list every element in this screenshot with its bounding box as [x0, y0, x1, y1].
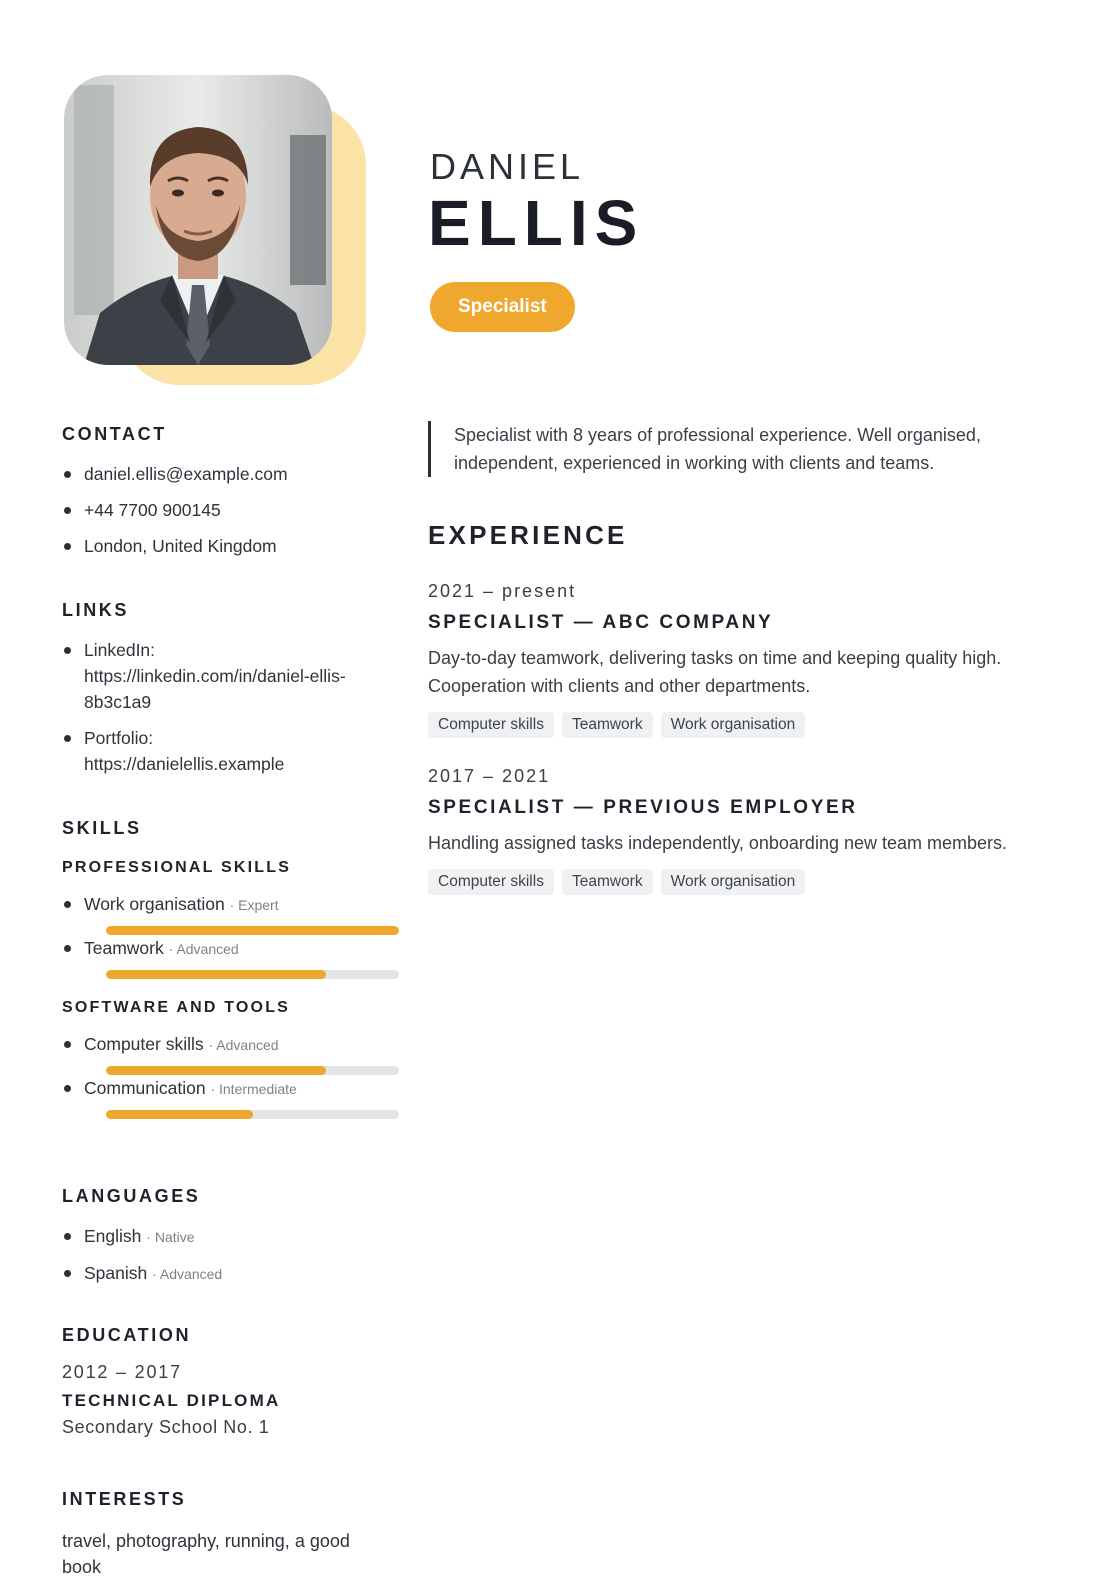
- education-title: EDUCATION: [62, 1325, 192, 1345]
- contact-section: [62, 424, 288, 569]
- skill-bar-fill: [106, 926, 399, 935]
- links-section: [62, 600, 392, 787]
- education-degree: TECHNICAL DIPLOMA: [62, 1391, 281, 1410]
- languages-title: LANGUAGES: [62, 1186, 201, 1206]
- contact-list: [62, 461, 288, 559]
- skill-item: [62, 935, 392, 979]
- last-name: ELLIS: [428, 187, 645, 259]
- skills-group-title: PROFESSIONAL SKILLS: [62, 859, 292, 876]
- link-label: Portfolio:: [84, 728, 154, 748]
- job-years: 2017 – 2021: [428, 766, 551, 786]
- job-years: 2021 – present: [428, 581, 577, 601]
- link-url[interactable]: https://linkedin.com/in/daniel-ellis-8b3c1a9: [84, 666, 346, 712]
- skill-tag: Work organisation: [661, 869, 806, 895]
- job-description: Day-to-day teamwork, delivering tasks on time and keeping quality high. Cooperation with clients and other departments.: [428, 648, 1002, 696]
- profile-summary: Specialist with 8 years of professional experience. Well organised, independent, experienced in working with clients and teams.: [428, 421, 1064, 477]
- links-list: [62, 637, 392, 777]
- education-school: Secondary School No. 1: [62, 1417, 270, 1437]
- skill-tag: Computer skills: [428, 712, 554, 738]
- skills-title: SKILLS: [62, 818, 142, 838]
- language-item: [62, 1223, 222, 1250]
- skill-bar-fill: [106, 970, 326, 979]
- skill-bar: [106, 926, 399, 935]
- education-years: 2012 – 2017: [62, 1362, 182, 1382]
- skill-name: Communication: [84, 1078, 206, 1098]
- job-entry: [428, 581, 1048, 738]
- contact-location: London, United Kingdom: [62, 533, 288, 559]
- experience-title: EXPERIENCE: [428, 520, 628, 550]
- skill-bar-fill: [106, 1066, 326, 1075]
- role-badge: Specialist: [430, 282, 575, 332]
- link-item[interactable]: [62, 725, 392, 777]
- skill-level: · Advanced: [168, 941, 239, 957]
- language-level: · Native: [146, 1229, 195, 1245]
- skill-tag: Work organisation: [661, 712, 806, 738]
- skill-name: Teamwork: [84, 938, 164, 958]
- interests-title: INTERESTS: [62, 1489, 187, 1509]
- contact-phone[interactable]: +44 7700 900145: [62, 497, 288, 523]
- link-item[interactable]: [62, 637, 392, 715]
- skill-tag: Computer skills: [428, 869, 554, 895]
- contact-title: CONTACT: [62, 424, 167, 444]
- languages-section: [62, 1186, 222, 1297]
- language-name: Spanish: [84, 1263, 148, 1283]
- link-label: LinkedIn:: [84, 640, 156, 660]
- job-description: Handling assigned tasks independently, onboarding new team members.: [428, 833, 1008, 853]
- skills-group-title: SOFTWARE AND TOOLS: [62, 999, 291, 1016]
- contact-email[interactable]: daniel.ellis@example.com: [62, 461, 288, 487]
- skill-bar: [106, 970, 399, 979]
- skill-tag: Teamwork: [562, 869, 653, 895]
- skills-list: [62, 891, 392, 979]
- job-role: SPECIALIST — ABC COMPANY: [428, 612, 774, 633]
- skill-name: Computer skills: [84, 1034, 204, 1054]
- link-url[interactable]: https://danielellis.example: [84, 754, 285, 774]
- job-tags: [428, 869, 1048, 895]
- skill-tag: Teamwork: [562, 712, 653, 738]
- skills-section: [62, 818, 392, 1119]
- profile-photo-block: [64, 75, 368, 387]
- job-role: SPECIALIST — PREVIOUS EMPLOYER: [428, 797, 858, 818]
- skill-bar: [106, 1066, 399, 1075]
- profile-photo: [64, 75, 332, 365]
- skill-level: · Intermediate: [210, 1081, 297, 1097]
- job-tags: [428, 712, 1048, 738]
- experience-section: [428, 520, 1048, 895]
- skills-list: [62, 1031, 392, 1119]
- links-title: LINKS: [62, 600, 129, 620]
- skill-bar: [106, 1110, 399, 1119]
- skill-name: Work organisation: [84, 894, 225, 914]
- languages-list: [62, 1223, 222, 1287]
- interests-text: travel, photography, running, a good book: [62, 1531, 350, 1577]
- interests-section: [62, 1489, 382, 1580]
- language-name: English: [84, 1226, 142, 1246]
- skill-level: · Expert: [229, 897, 279, 913]
- skill-bar-fill: [106, 1110, 253, 1119]
- education-section: [62, 1325, 280, 1438]
- skill-item: [62, 891, 392, 935]
- portrait-illustration: [64, 75, 332, 365]
- language-level: · Advanced: [152, 1266, 223, 1282]
- first-name: DANIEL: [430, 146, 585, 187]
- skill-level: · Advanced: [208, 1037, 279, 1053]
- skill-item: [62, 1075, 392, 1119]
- language-item: [62, 1260, 222, 1287]
- skill-item: [62, 1031, 392, 1075]
- job-entry: [428, 766, 1048, 895]
